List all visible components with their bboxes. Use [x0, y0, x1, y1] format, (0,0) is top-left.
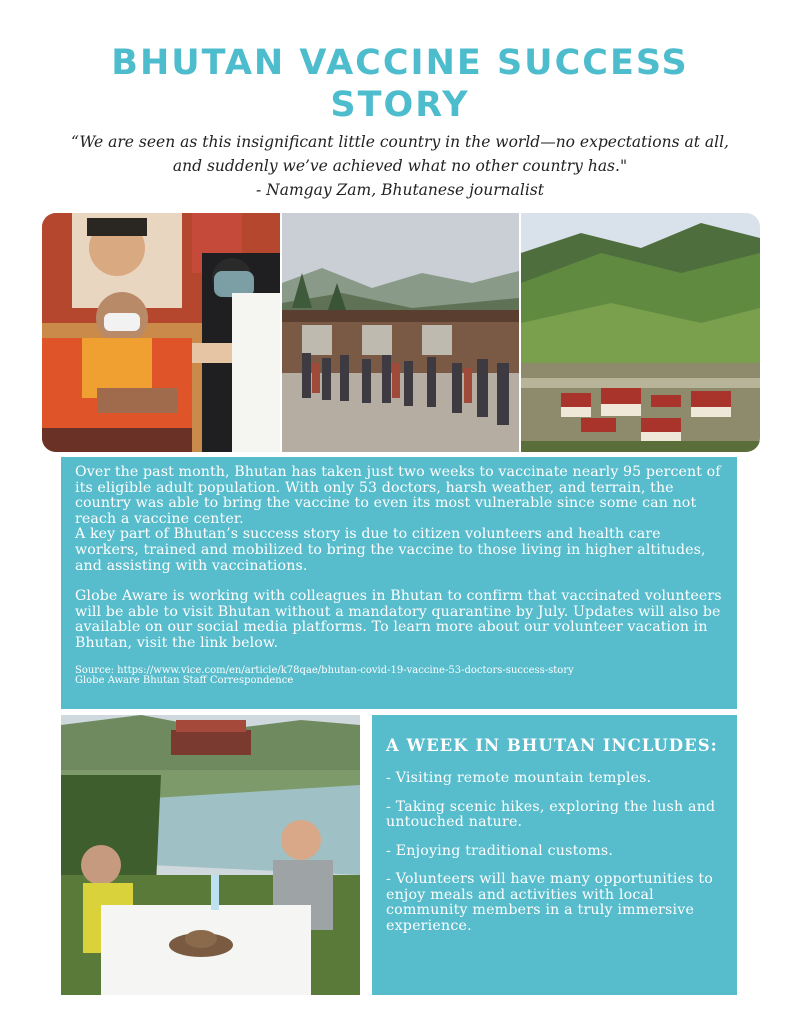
includes-box: [372, 715, 737, 995]
quote-block: [40, 130, 760, 202]
queue-photo: [282, 213, 519, 452]
dining-photo: [61, 715, 360, 995]
quote-attribution: - Namgay Zam, Bhutanese journalist: [256, 181, 544, 199]
article-paragraph-2: A key part of Bhutan’s success story is due to citizen volunteers and health care workers, trained and mobilized to bring the vaccine to those living in higher altitudes, and assisting with vaccinations.: [75, 526, 706, 574]
article-paragraph-3: Globe Aware is working with colleagues in Bhutan to confirm that vaccinated volunteers will be able to visit Bhutan without a mandatory quarantine by July. Updates will also be available on our social media platforms. To learn more about our volunteer vacation in Bhutan, visit the link below.: [75, 588, 722, 651]
quote-line-2: and suddenly we’ve achieved what no other country has.": [172, 157, 628, 175]
source-link[interactable]: Source: https://www.vice.com/en/article/k78qae/bhutan-covid-19-vaccine-53-doctors-success-story: [75, 664, 574, 676]
includes-item: - Volunteers will have many opportunities to enjoy meals and activities with local community members in a truly immersive experience.: [386, 871, 714, 934]
source-credit: Globe Aware Bhutan Staff Correspondence: [75, 675, 294, 687]
includes-item: - Taking scenic hikes, exploring the lush and untouched nature.: [386, 798, 716, 830]
title-line-1: BHUTAN VACCINE SUCCESS: [111, 43, 689, 83]
includes-item: - Enjoying traditional customs.: [386, 842, 614, 859]
article-paragraph-1: Over the past month, Bhutan has taken just two weeks to vaccinate nearly 95 percent of its eligible adult population. With only 53 doctors, harsh weather, and terrain, the country was able to bring the vaccine to even its most vulnerable since some can not reach a vaccine center.: [75, 464, 721, 527]
page-title: [60, 42, 740, 126]
valley-photo: [521, 213, 760, 452]
quote-line-1: “We are seen as this insignificant little country in the world—no expectations at all,: [71, 133, 729, 151]
includes-item: - Visiting remote mountain temples.: [386, 770, 652, 786]
title-line-2: STORY: [330, 85, 470, 125]
article-box: [61, 457, 737, 709]
vaccination-photo: [42, 213, 280, 452]
includes-title: A WEEK IN BHUTAN INCLUDES:: [386, 736, 718, 755]
